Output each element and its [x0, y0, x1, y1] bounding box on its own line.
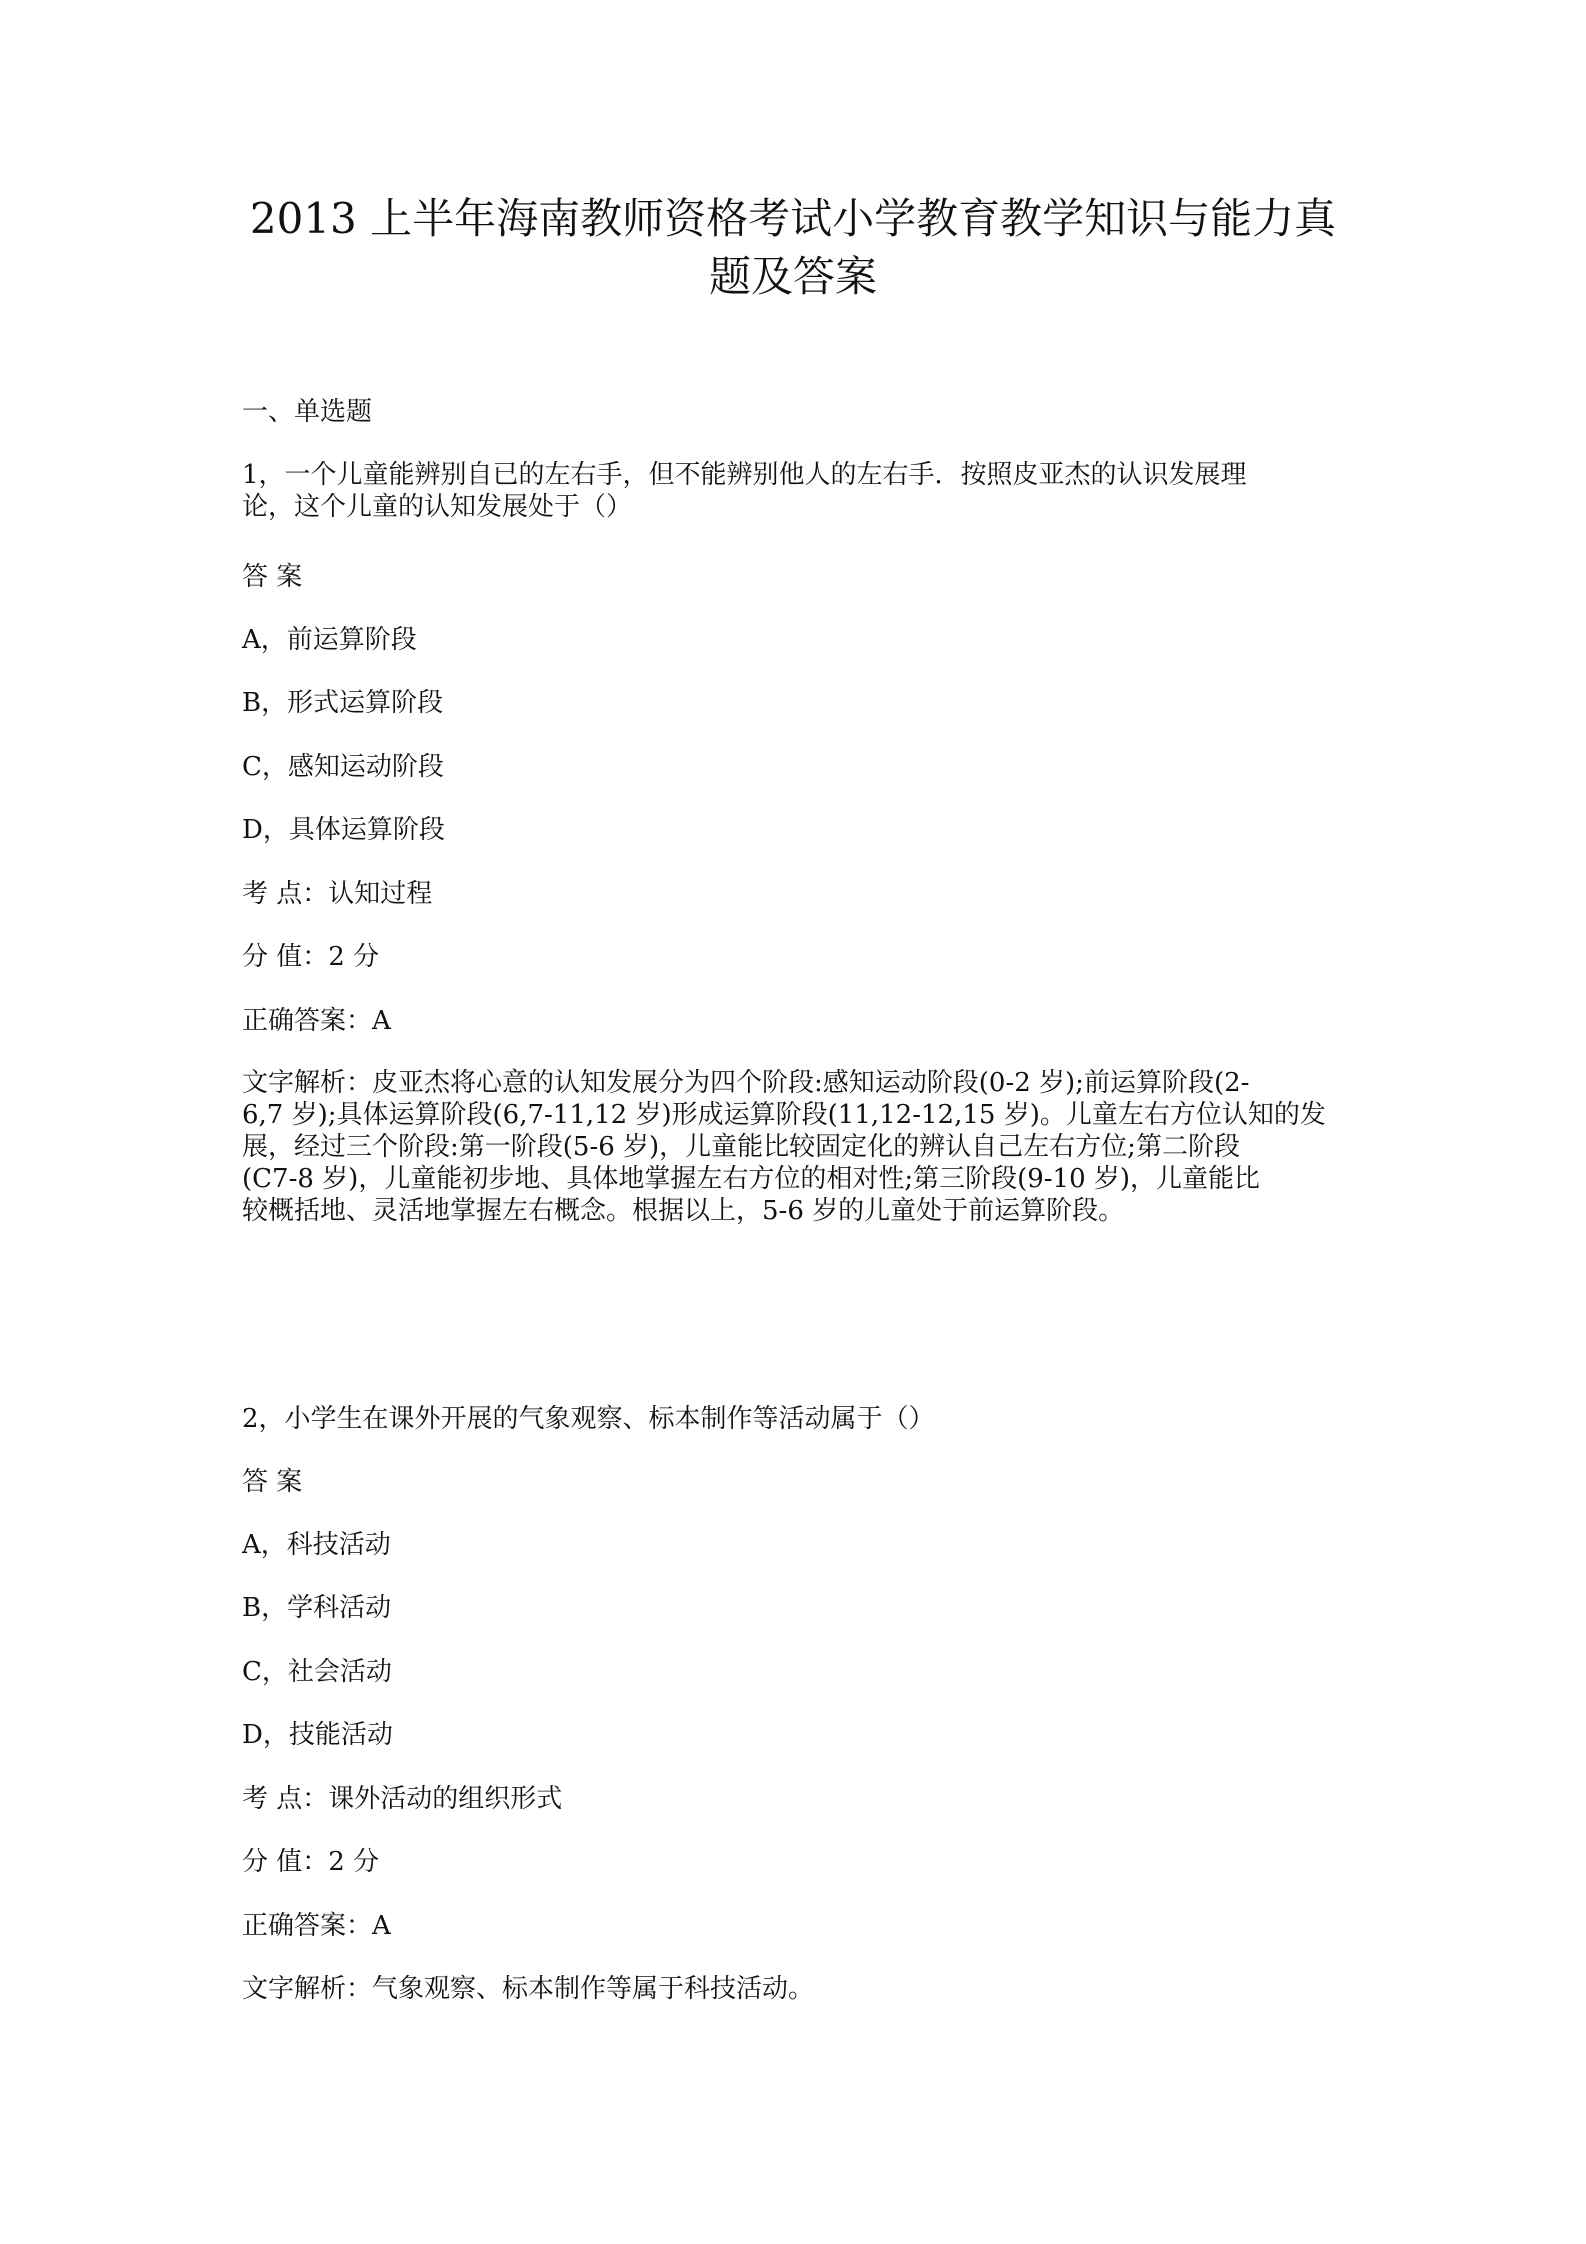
question-2-score: 分 值：2 分 [242, 1847, 380, 1877]
question-1-topic: 考 点：认知过程 [242, 879, 433, 909]
question-1-score: 分 值：2 分 [242, 942, 380, 972]
question-2-correct-answer: 正确答案：A [242, 1911, 391, 1941]
question-1-correct-answer: 正确答案：A [242, 1006, 391, 1036]
title-line-2: 题及答案 [708, 252, 877, 301]
question-2-topic: 考 点：课外活动的组织形式 [242, 1784, 563, 1814]
question-2-option-a: A，科技活动 [242, 1530, 391, 1560]
question-1-option-c: C，感知运动阶段 [242, 752, 444, 782]
question-2-answer-heading: 答 案 [242, 1467, 303, 1497]
question-1-option-a: A，前运算阶段 [242, 625, 417, 655]
question-2-option-c: C，社会活动 [242, 1657, 392, 1687]
question-1-stem [242, 459, 1352, 523]
question-1-option-d: D，具体运算阶段 [242, 815, 445, 845]
question-2-analysis: 文字解析：气象观察、标本制作等属于科技活动。 [242, 1974, 815, 2004]
question-1-answer-heading: 答 案 [242, 562, 303, 592]
question-1-analysis-line-4: (C7-8 岁)，儿童能初步地、具体地掌握左右方位的相对性;第三阶段(9-10 岁)，儿童能比 [242, 1164, 1261, 1194]
question-1-analysis [242, 1067, 1352, 1227]
question-1-analysis-line-2: 6,7 岁);具体运算阶段(6,7-11,12 岁)形成运算阶段(11,12-12,15 岁)。儿童左右方位认知的发 [242, 1100, 1326, 1130]
title-line-1: 2013 上半年海南教师资格考试小学教育教学知识与能力真 [249, 194, 1337, 243]
question-1-analysis-line-1: 文字解析：皮亚杰将心意的认知发展分为四个阶段:感知运动阶段(0-2 岁);前运算阶段(2- [242, 1068, 1250, 1098]
question-2-stem: 2，小学生在课外开展的气象观察、标本制作等活动属于（） [242, 1404, 935, 1434]
document-title [200, 190, 1386, 306]
question-1-option-b: B，形式运算阶段 [242, 688, 444, 718]
question-1-analysis-line-3: 展，经过三个阶段:第一阶段(5-6 岁)，儿童能比较固定化的辨认自己左右方位;第二阶段 [242, 1132, 1240, 1162]
question-2-option-d: D，技能活动 [242, 1720, 393, 1750]
question-1-stem-line-2: 论，这个儿童的认知发展处于（） [242, 492, 633, 522]
question-1-analysis-line-5: 较概括地、灵活地掌握左右概念。根据以上，5-6 岁的儿童处于前运算阶段。 [242, 1196, 1125, 1226]
question-1-stem-line-1: 1，一个儿童能辨别自已的左右手，但不能辨别他人的左右手．按照皮亚杰的认识发展理 [242, 460, 1247, 490]
section-heading: 一、单选题 [242, 397, 373, 427]
question-2-option-b: B，学科活动 [242, 1593, 392, 1623]
